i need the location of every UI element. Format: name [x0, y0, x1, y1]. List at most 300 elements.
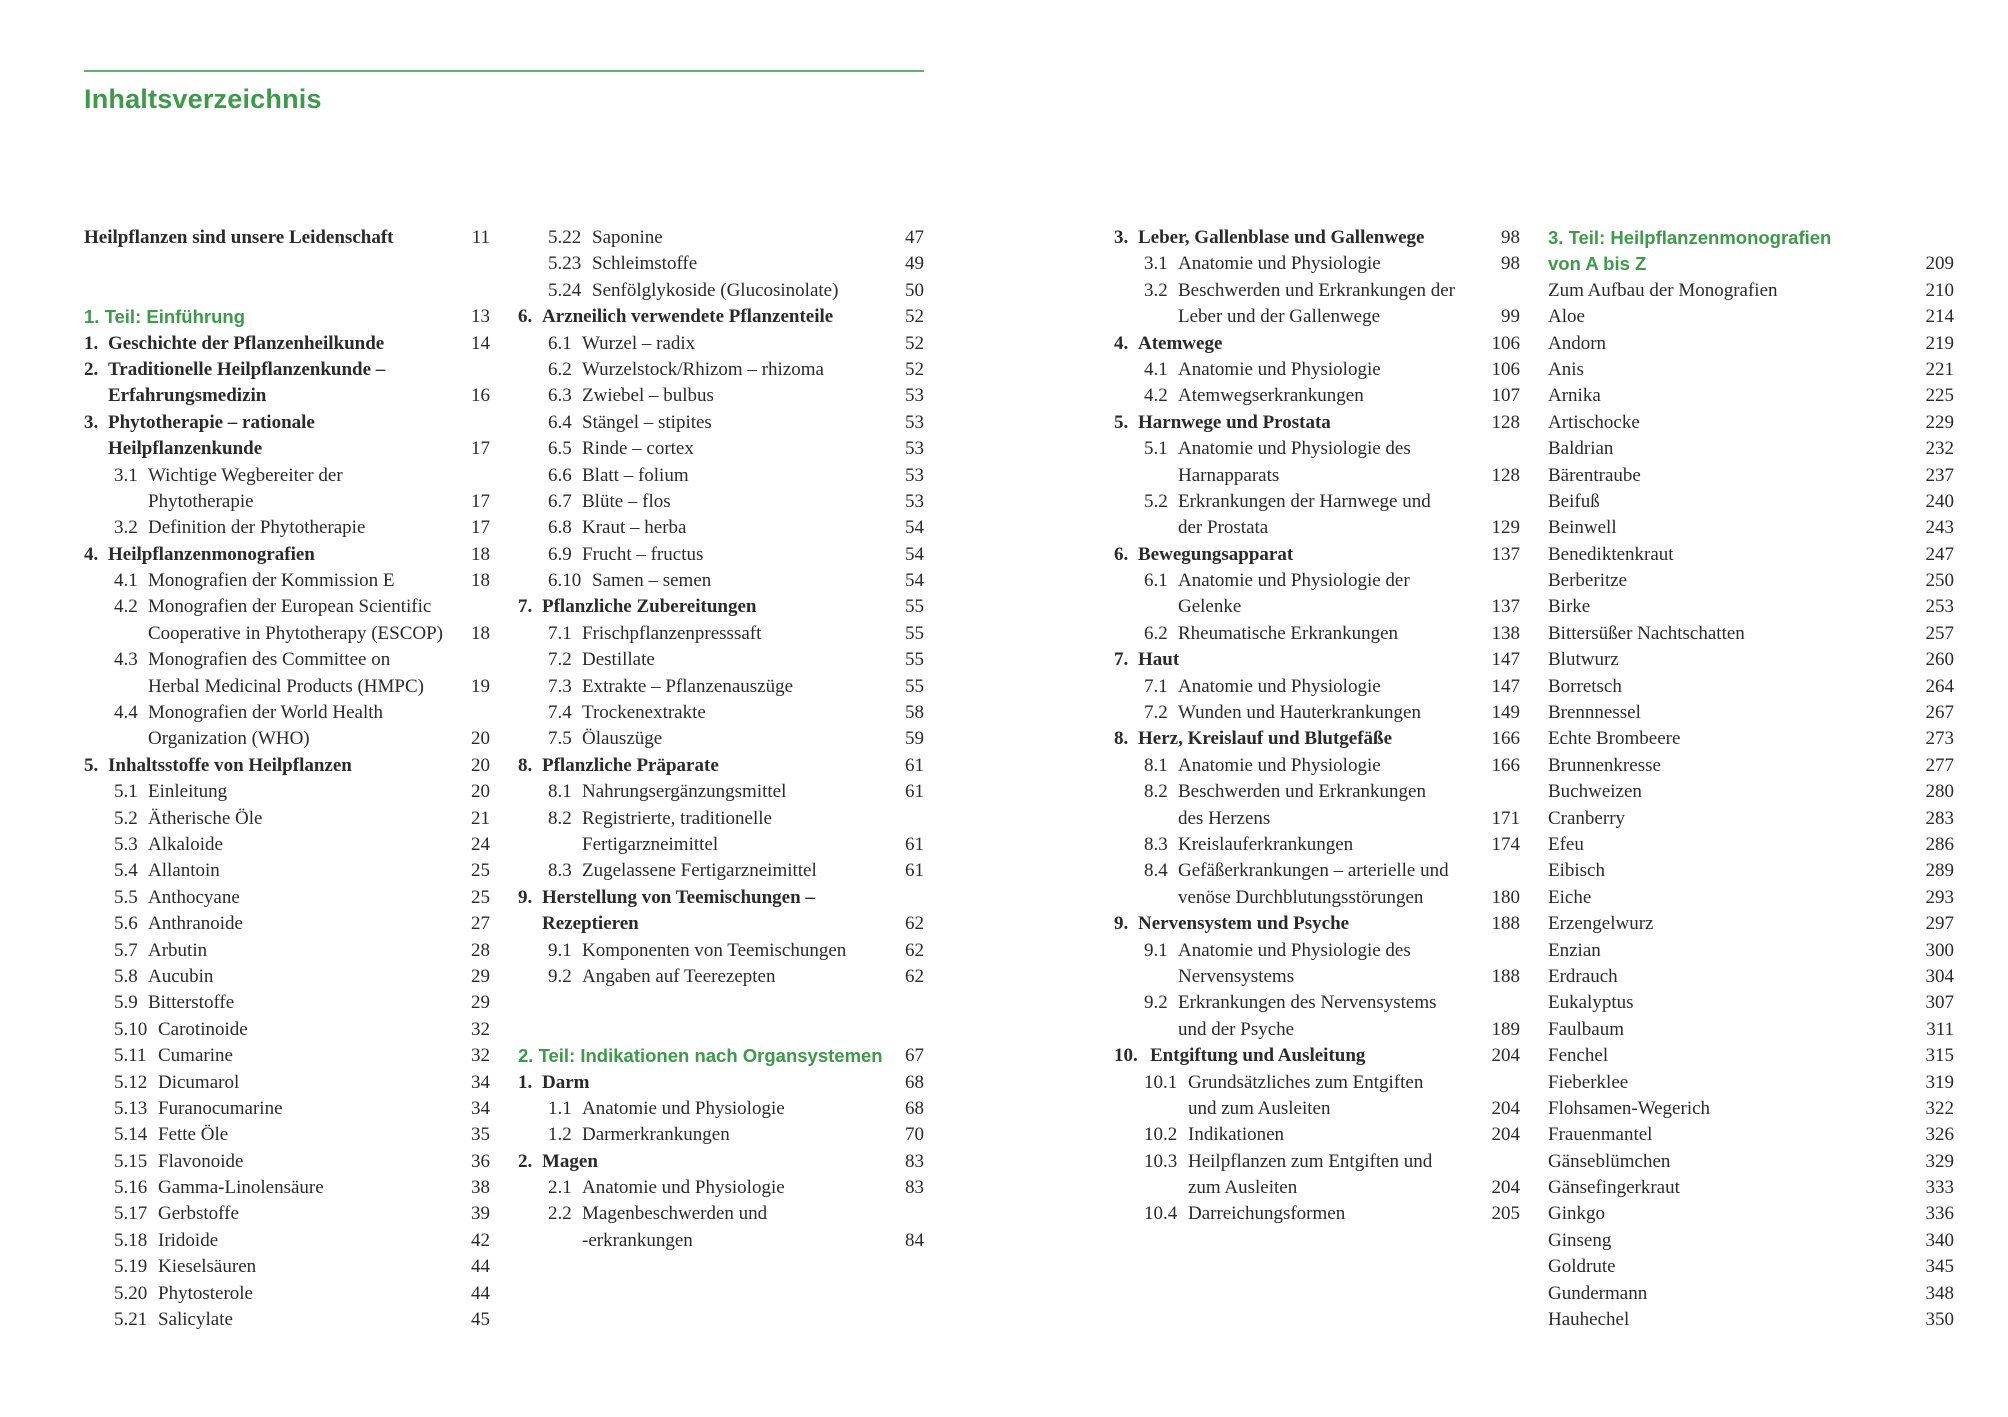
entry-title: Darmerkrankungen	[582, 1124, 730, 1146]
section-heading	[1548, 251, 1954, 277]
page-number: 247	[1925, 543, 1954, 565]
entry-number: 6.9	[548, 543, 572, 565]
entry-title: Trockenextrakte	[582, 702, 706, 724]
toc-entry	[1548, 1070, 1954, 1096]
entry-number: 5.2	[114, 807, 138, 829]
toc-entry	[1114, 225, 1520, 251]
toc-entry	[1548, 832, 1954, 858]
entry-number: 7.3	[548, 675, 572, 697]
toc-entry	[1114, 1175, 1520, 1201]
page-number: 289	[1925, 860, 1954, 882]
toc-entry	[1114, 964, 1520, 990]
toc-entry	[84, 225, 490, 251]
entry-number: 5.1	[114, 781, 138, 803]
toc-entry	[84, 568, 490, 594]
page-number: 16	[471, 385, 490, 407]
toc-entry	[518, 779, 924, 805]
page-number: 204	[1491, 1177, 1520, 1199]
entry-title: 3. Teil: Heilpflanzenmonografien	[1548, 227, 1832, 248]
toc-entry	[518, 410, 924, 436]
toc-entry	[84, 858, 490, 884]
toc-entry	[1114, 278, 1520, 304]
entry-number: 3.	[84, 411, 99, 433]
toc-entry	[1114, 647, 1520, 673]
entry-title: und der Psyche	[1178, 1018, 1295, 1040]
entry-title: Aucubin	[148, 965, 214, 987]
toc-entry	[84, 885, 490, 911]
entry-number: 5.24	[548, 279, 582, 301]
entry-number: 1.	[518, 1071, 533, 1093]
page-number: 189	[1491, 1018, 1520, 1040]
entry-number: 2.1	[548, 1177, 572, 1199]
entry-number: 6.	[1114, 543, 1129, 565]
toc-entry	[1114, 621, 1520, 647]
toc-entry	[1548, 594, 1954, 620]
toc-entry	[84, 1307, 490, 1333]
entry-number: 8.3	[1144, 833, 1168, 855]
entry-title: Magen	[542, 1150, 598, 1172]
entry-number: 7.4	[548, 702, 572, 724]
toc-entry	[1114, 726, 1520, 752]
page-number: 25	[471, 886, 490, 908]
page-number: 67	[905, 1045, 924, 1067]
entry-number: 10.	[1114, 1045, 1138, 1067]
entry-title: Leber, Gallenblase und Gallenwege	[1138, 227, 1425, 248]
entry-title: Bärentraube	[1548, 464, 1641, 486]
page-number: 264	[1925, 675, 1954, 697]
toc-entry	[84, 674, 490, 700]
entry-number: 6.7	[548, 490, 572, 512]
entry-title: Fieberklee	[1548, 1071, 1629, 1093]
entry-title: 2. Teil: Indikationen nach Organsystemen	[518, 1045, 883, 1067]
page-number: 61	[905, 860, 924, 882]
entry-title: zum Ausleiten	[1188, 1177, 1298, 1199]
page-number: 14	[471, 332, 490, 354]
page-number: 53	[905, 464, 924, 486]
entry-number: 8.3	[548, 860, 572, 882]
toc-entry	[84, 938, 490, 964]
page-number: 221	[1925, 358, 1954, 380]
entry-title: Faulbaum	[1548, 1018, 1624, 1040]
page-number: 44	[471, 1256, 490, 1278]
page-number: 188	[1491, 913, 1520, 935]
entry-number: 9.	[1114, 913, 1129, 935]
page-number: 18	[471, 570, 490, 592]
entry-title: Zugelassene Fertigarzneimittel	[582, 860, 817, 882]
page-number: 171	[1491, 807, 1520, 829]
page-number: 232	[1925, 438, 1954, 460]
entry-title: Buchweizen	[1548, 781, 1642, 803]
entry-number: 6.2	[1144, 622, 1168, 644]
toc-entry	[1548, 542, 1954, 568]
entry-title: Gänsefingerkraut	[1548, 1177, 1680, 1199]
page-number: 348	[1925, 1282, 1954, 1304]
entry-title: Frischpflanzenpresssaft	[582, 622, 762, 644]
toc-entry	[518, 647, 924, 673]
page-number: 70	[905, 1124, 924, 1146]
page-number: 68	[905, 1097, 924, 1119]
entry-title: Wurzelstock/Rhizom – rhizoma	[582, 358, 824, 380]
toc-entry	[84, 436, 490, 462]
page-number: 83	[905, 1177, 924, 1199]
entry-title: von A bis Z	[1548, 253, 1647, 275]
page-number: 54	[905, 570, 924, 592]
entry-title: Saponine	[592, 227, 663, 248]
entry-number: 1.1	[548, 1097, 572, 1119]
toc-entry	[1114, 1043, 1520, 1069]
page-number: 129	[1491, 517, 1520, 539]
page-number: 84	[905, 1229, 924, 1251]
toc-entry	[518, 357, 924, 383]
toc-entry	[1548, 357, 1954, 383]
entry-title: Erdrauch	[1548, 965, 1618, 987]
toc-entry	[1548, 278, 1954, 304]
toc-entry	[1548, 1043, 1954, 1069]
toc-entry	[1548, 515, 1954, 541]
toc-entry	[518, 753, 924, 779]
toc-entry	[84, 410, 490, 436]
toc-entry	[1114, 489, 1520, 515]
entry-title: Monografien des Committee on	[148, 649, 391, 671]
entry-title: Heilpflanzen sind unsere Leidenschaft	[84, 227, 394, 248]
entry-title: Cooperative in Phytotherapy (ESCOP)	[148, 622, 443, 644]
entry-title: Erkrankungen der Harnwege und	[1178, 490, 1431, 512]
entry-number: 8.	[518, 754, 533, 776]
page-number: 19	[471, 675, 490, 697]
toc-entry	[1114, 806, 1520, 832]
toc-entry	[518, 726, 924, 752]
entry-title: Anatomie und Physiologie des	[1178, 438, 1411, 460]
page-number: 267	[1925, 702, 1954, 724]
section-heading	[84, 304, 490, 330]
toc-entry	[84, 700, 490, 726]
page-number: 61	[905, 754, 924, 776]
entry-title: Zum Aufbau der Monografien	[1548, 279, 1778, 301]
entry-number: 5.9	[114, 992, 138, 1014]
toc-entry	[1114, 463, 1520, 489]
entry-title: Beinwell	[1548, 517, 1617, 539]
entry-number: 9.	[518, 886, 533, 908]
toc-entry	[518, 542, 924, 568]
page-number: 214	[1925, 306, 1954, 328]
entry-number: 2.	[84, 358, 99, 380]
page-number: 62	[905, 939, 924, 961]
toc-entry	[1548, 911, 1954, 937]
toc-entry	[518, 594, 924, 620]
page-number: 205	[1491, 1203, 1520, 1225]
entry-title: Zwiebel – bulbus	[582, 385, 714, 407]
entry-number: 8.2	[548, 807, 572, 829]
toc-column-4	[1548, 225, 1954, 1333]
entry-number: 4.2	[114, 596, 138, 618]
entry-title: Allantoin	[148, 860, 220, 882]
page-number: 53	[905, 411, 924, 433]
spacer	[518, 990, 924, 1016]
toc-entry	[84, 1149, 490, 1175]
toc-entry	[518, 938, 924, 964]
page-number: 50	[905, 279, 924, 301]
entry-title: Cranberry	[1548, 807, 1626, 829]
page-number: 204	[1491, 1124, 1520, 1146]
page-number: 58	[905, 702, 924, 724]
entry-number: 5.15	[114, 1150, 148, 1172]
toc-entry	[1548, 647, 1954, 673]
toc-entry	[84, 1122, 490, 1148]
entry-title: Schleimstoffe	[592, 253, 698, 275]
entry-number: 7.1	[548, 622, 572, 644]
entry-title: Registrierte, traditionelle	[582, 807, 772, 829]
section-heading	[518, 1043, 924, 1069]
page-number: 20	[471, 728, 490, 750]
page-number: 311	[1926, 1018, 1954, 1040]
entry-title: Erzengelwurz	[1548, 913, 1654, 935]
entry-title: Kraut – herba	[582, 517, 687, 539]
entry-title: Inhaltsstoffe von Heilpflanzen	[108, 754, 352, 776]
page-number: 35	[471, 1124, 490, 1146]
page-number: 188	[1491, 965, 1520, 987]
entry-title: Phytotherapie	[148, 490, 254, 512]
entry-title: Anis	[1548, 358, 1584, 380]
toc-entry	[84, 779, 490, 805]
page-number: 297	[1925, 913, 1954, 935]
toc-entry	[518, 489, 924, 515]
page-number: 315	[1925, 1045, 1954, 1067]
entry-title: Brunnenkresse	[1548, 754, 1661, 776]
toc-entry	[1114, 304, 1520, 330]
page-number: 333	[1925, 1177, 1954, 1199]
entry-title: Beschwerden und Erkrankungen der	[1178, 279, 1455, 301]
page-number: 36	[471, 1150, 490, 1172]
entry-title: Anatomie und Physiologie	[1178, 675, 1381, 697]
entry-title: Andorn	[1548, 332, 1607, 354]
entry-number: 5.2	[1144, 490, 1168, 512]
entry-title: Cumarine	[158, 1045, 233, 1067]
toc-entry	[1548, 1281, 1954, 1307]
page-number: 345	[1925, 1256, 1954, 1278]
page-number: 52	[905, 358, 924, 380]
toc-entry	[1548, 726, 1954, 752]
entry-title: Gefäßerkrankungen – arterielle und	[1178, 860, 1449, 882]
entry-number: 7.2	[548, 649, 572, 671]
entry-title: Wichtige Wegbereiter der	[148, 464, 343, 486]
page-number: 47	[905, 227, 924, 248]
entry-number: 9.1	[548, 939, 572, 961]
page-number: 336	[1925, 1203, 1954, 1225]
entry-title: Darm	[542, 1071, 590, 1093]
toc-entry	[84, 621, 490, 647]
page-number: 17	[471, 517, 490, 539]
entry-number: 5.	[1114, 411, 1129, 433]
entry-number: 7.2	[1144, 702, 1168, 724]
entry-title: Samen – semen	[592, 570, 712, 592]
page-number: 240	[1925, 490, 1954, 512]
toc-entry	[1548, 568, 1954, 594]
toc-entry	[518, 278, 924, 304]
toc-entry	[1114, 911, 1520, 937]
toc-entry	[1548, 1228, 1954, 1254]
toc-entry	[1114, 251, 1520, 277]
toc-entry	[1114, 700, 1520, 726]
page-number: 209	[1925, 253, 1954, 275]
toc-entry	[518, 700, 924, 726]
toc-entry	[84, 1070, 490, 1096]
toc-entry	[518, 1201, 924, 1227]
entry-number: 5.21	[114, 1309, 148, 1331]
toc-entry	[84, 489, 490, 515]
toc-entry	[518, 964, 924, 990]
entry-number: 9.2	[1144, 992, 1168, 1014]
entry-number: 6.	[518, 306, 533, 328]
entry-number: 6.4	[548, 411, 572, 433]
page-number: 34	[471, 1097, 490, 1119]
entry-title: Rezeptieren	[542, 913, 639, 935]
toc-entry	[518, 225, 924, 251]
page-number: 61	[905, 781, 924, 803]
entry-number: 10.2	[1144, 1124, 1178, 1146]
entry-number: 7.	[518, 596, 533, 618]
entry-title: Anatomie und Physiologie	[582, 1177, 785, 1199]
entry-number: 7.5	[548, 728, 572, 750]
entry-title: Wurzel – radix	[582, 332, 696, 354]
page-number: 98	[1501, 253, 1520, 275]
page-number: 52	[905, 332, 924, 354]
entry-number: 5.13	[114, 1097, 148, 1119]
toc-entry	[84, 726, 490, 752]
toc-entry	[518, 1175, 924, 1201]
toc-entry	[1548, 990, 1954, 1016]
entry-number: 5.19	[114, 1256, 148, 1278]
toc-entry	[84, 357, 490, 383]
entry-title: Gundermann	[1548, 1282, 1648, 1304]
entry-title: Gamma-Linolensäure	[158, 1177, 324, 1199]
entry-number: 6.3	[548, 385, 572, 407]
entry-title: Komponenten von Teemischungen	[582, 939, 847, 961]
toc-entry	[1114, 858, 1520, 884]
page-number: 55	[905, 675, 924, 697]
page-number: 128	[1491, 411, 1520, 433]
page-number: 180	[1491, 886, 1520, 908]
entry-title: Aloe	[1548, 306, 1585, 328]
toc-entry	[84, 1254, 490, 1280]
entry-title: Borretsch	[1548, 675, 1622, 697]
page-number: 21	[471, 807, 490, 829]
page-number: 49	[905, 253, 924, 275]
entry-title: Fenchel	[1548, 1045, 1609, 1067]
toc-column-1	[84, 225, 490, 1333]
entry-title: Bewegungsapparat	[1138, 543, 1294, 565]
entry-title: Heilpflanzenmonografien	[108, 543, 315, 565]
entry-number: 5.6	[114, 913, 138, 935]
entry-title: Ölauszüge	[582, 728, 663, 750]
toc-entry	[518, 436, 924, 462]
page-number: 59	[905, 728, 924, 750]
toc-entry	[1114, 674, 1520, 700]
spacer	[84, 278, 490, 304]
entry-title: 1. Teil: Einführung	[84, 306, 246, 328]
entry-title: Herstellung von Teemischungen –	[542, 886, 815, 908]
entry-number: 5.10	[114, 1018, 148, 1040]
entry-title: Baldrian	[1548, 438, 1614, 460]
page-number: 204	[1491, 1097, 1520, 1119]
page-number: 39	[471, 1203, 490, 1225]
header-rule	[84, 70, 924, 72]
page-number: 20	[471, 781, 490, 803]
page-number: 62	[905, 965, 924, 987]
entry-title: Fertigarzneimittel	[582, 833, 719, 855]
entry-number: 5.17	[114, 1203, 148, 1225]
page-number: 319	[1925, 1071, 1954, 1093]
entry-title: Gelenke	[1178, 596, 1242, 618]
entry-title: Pflanzliche Präparate	[542, 754, 719, 776]
entry-number: 4.4	[114, 702, 138, 724]
entry-title: Arzneilich verwendete Pflanzenteile	[542, 306, 834, 328]
entry-title: Brennnessel	[1548, 702, 1641, 724]
toc-entry	[1548, 1307, 1954, 1333]
toc-entry	[1114, 1017, 1520, 1043]
page-number: 147	[1491, 675, 1520, 697]
page-number: 243	[1925, 517, 1954, 539]
page-number: 55	[905, 649, 924, 671]
entry-number: 6.1	[1144, 570, 1168, 592]
page-number: 283	[1925, 807, 1954, 829]
page-number: 340	[1925, 1229, 1954, 1251]
page-number: 280	[1925, 781, 1954, 803]
entry-number: 5.	[84, 754, 99, 776]
entry-number: 8.	[1114, 728, 1129, 750]
toc-entry	[1548, 806, 1954, 832]
entry-title: Anatomie und Physiologie	[1178, 358, 1381, 380]
toc-entry	[84, 753, 490, 779]
entry-number: 8.4	[1144, 860, 1168, 882]
toc-entry	[518, 832, 924, 858]
page-number: 107	[1491, 385, 1520, 407]
entry-title: Beifuß	[1548, 490, 1600, 512]
page-number: 304	[1925, 965, 1954, 987]
toc-entry	[1114, 885, 1520, 911]
entry-title: Einleitung	[148, 781, 228, 803]
entry-number: 6.8	[548, 517, 572, 539]
entry-title: Geschichte der Pflanzenheilkunde	[108, 332, 385, 354]
toc-entry	[1114, 568, 1520, 594]
spacer	[84, 251, 490, 277]
toc-entry	[1548, 779, 1954, 805]
page-number: 329	[1925, 1150, 1954, 1172]
entry-title: Efeu	[1548, 833, 1584, 855]
entry-title: Dicumarol	[158, 1071, 240, 1093]
page-number: 20	[471, 754, 490, 776]
entry-title: Enzian	[1548, 939, 1601, 961]
toc-entry	[1548, 383, 1954, 409]
entry-title: Atemwegserkrankungen	[1178, 385, 1364, 407]
page-number: 38	[471, 1177, 490, 1199]
toc-entry	[1114, 1201, 1520, 1227]
page-number: 106	[1491, 358, 1520, 380]
entry-title: Stängel – stipites	[582, 411, 712, 433]
toc-entry	[1114, 779, 1520, 805]
entry-title: Traditionelle Heilpflanzenkunde –	[108, 358, 386, 380]
entry-title: Definition der Phytotherapie	[148, 517, 366, 539]
entry-title: Flohsamen-Wegerich	[1548, 1097, 1711, 1119]
toc-entry	[518, 251, 924, 277]
page-number: 166	[1491, 728, 1520, 750]
entry-title: Nervensystem und Psyche	[1138, 913, 1350, 935]
toc-entry	[1114, 515, 1520, 541]
toc-entry	[84, 647, 490, 673]
toc-entry	[84, 1175, 490, 1201]
entry-title: Monografien der Kommission E	[148, 570, 395, 592]
toc-entry	[1548, 621, 1954, 647]
entry-title: Heilpflanzenkunde	[108, 438, 263, 460]
